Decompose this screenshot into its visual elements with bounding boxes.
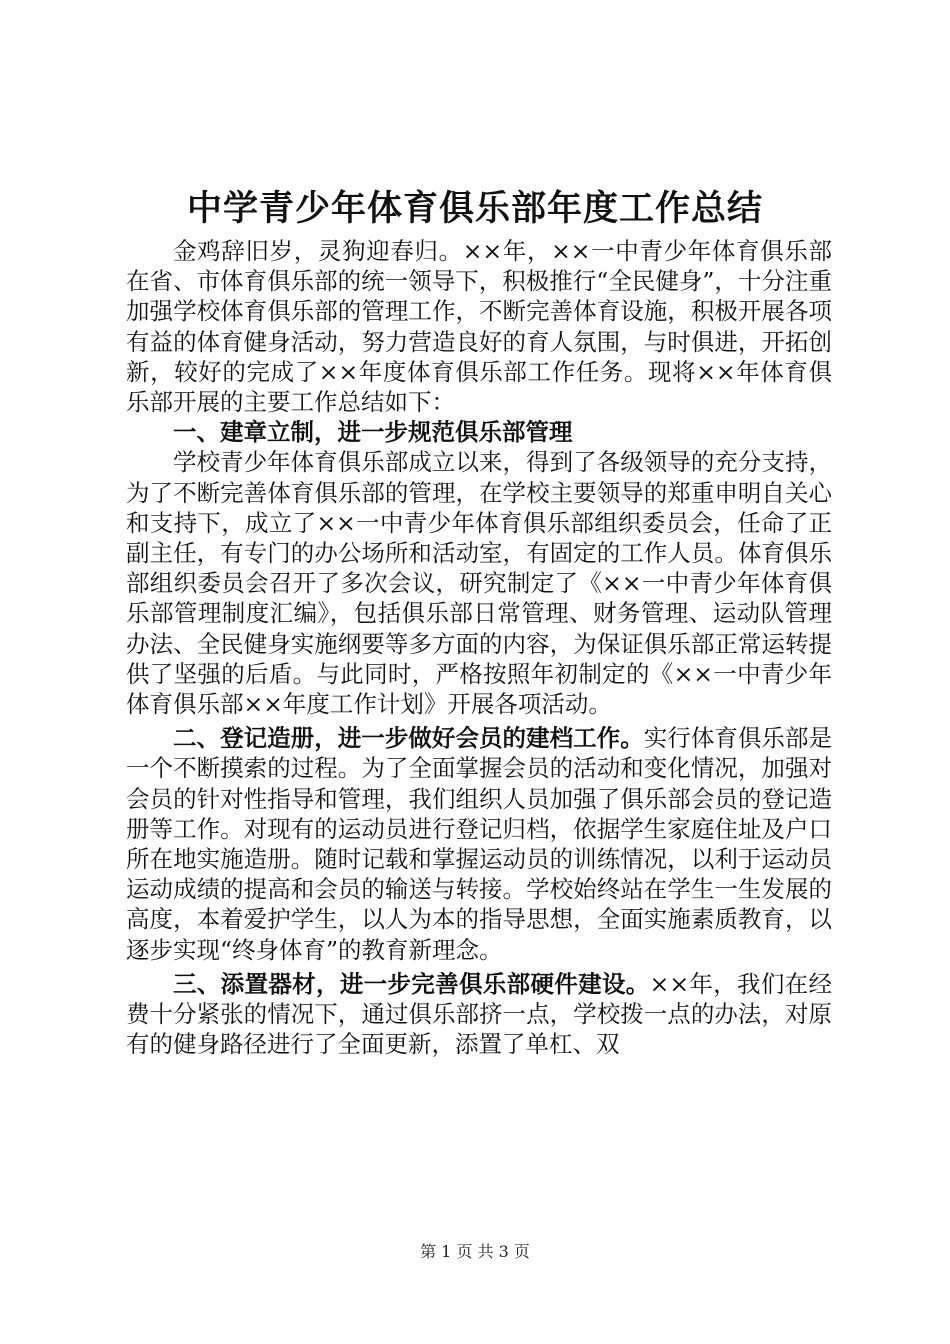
section-heading-2: 二、登记造册，进一步做好会员的建档工作。 <box>173 724 644 753</box>
intro-paragraph: 金鸡辞旧岁，灵狗迎春归。××年，××一中青少年体育俱乐部在省、市体育俱乐部的统一领导下，积极推行“全民健身”，十分注重加强学校体育俱乐部的管理工作，不断完善体育设施，积极开展各项有益的体育健身活动，努力营造良好的育人氛围，与时俱进，开拓创新，较好的完成了××年度体育俱乐部工作任务。现将××年体育俱乐部开展的主要工作总结如下： <box>126 237 832 417</box>
section-heading-1: 一、建章立制，进一步规范俱乐部管理 <box>173 418 573 447</box>
page-number-footer: 第 1 页 共 3 页 <box>420 1242 530 1261</box>
section-2-paragraph <box>126 723 832 965</box>
section-3-text: ××年，我们在经费十分紧张的情况下，通过俱乐部挤一点，学校拨一点的办法，对原有的健身路径进行了全面更新，添置了单杠、双 <box>126 969 832 1059</box>
document-body <box>126 236 832 1059</box>
section-heading-3: 三、添置器材，进一步完善俱乐部硬件建设。 <box>173 969 650 998</box>
document-title: 中学青少年体育俱乐部年度工作总结 <box>186 188 763 229</box>
section-2-text: 实行体育俱乐部是一个不断摸索的过程。为了全面掌握会员的活动和变化情况，加强对会员的针对性指导和管理，我们组织人员加强了俱乐部会员的登记造册等工作。对现有的运动员进行登记归档，依据学生家庭住址及户口所在地实施造册。随时记载和掌握运动员的训练情况，以利于运动员运动成绩的提高和会员的输送与转接。学校始终站在学生一生发展的高度，本着爱护学生，以人为本的指导思想，全面实施素质教育，以逐步实现“终身体育”的教育新理念。 <box>126 724 833 964</box>
section-3-paragraph <box>126 969 832 1060</box>
section-1-paragraph: 学校青少年体育俱乐部成立以来，得到了各级领导的充分支持，为了不断完善体育俱乐部的管理，在学校主要领导的郑重申明自关心和支持下，成立了××一中青少年体育俱乐部组织委员会，任命了正副主任，有专门的办公场所和活动室，有固定的工作人员。体育俱乐部组织委员会召开了多次会议，研究制定了《××一中青少年体育俱乐部管理制度汇编》，包括俱乐部日常管理、财务管理、运动队管理办法、全民健身实施纲要等多方面的内容，为保证俱乐部正常运转提供了坚强的后盾。与此同时，严格按照年初制定的《××一中青少年体育俱乐部××年度工作计划》开展各项活动。 <box>126 448 832 719</box>
